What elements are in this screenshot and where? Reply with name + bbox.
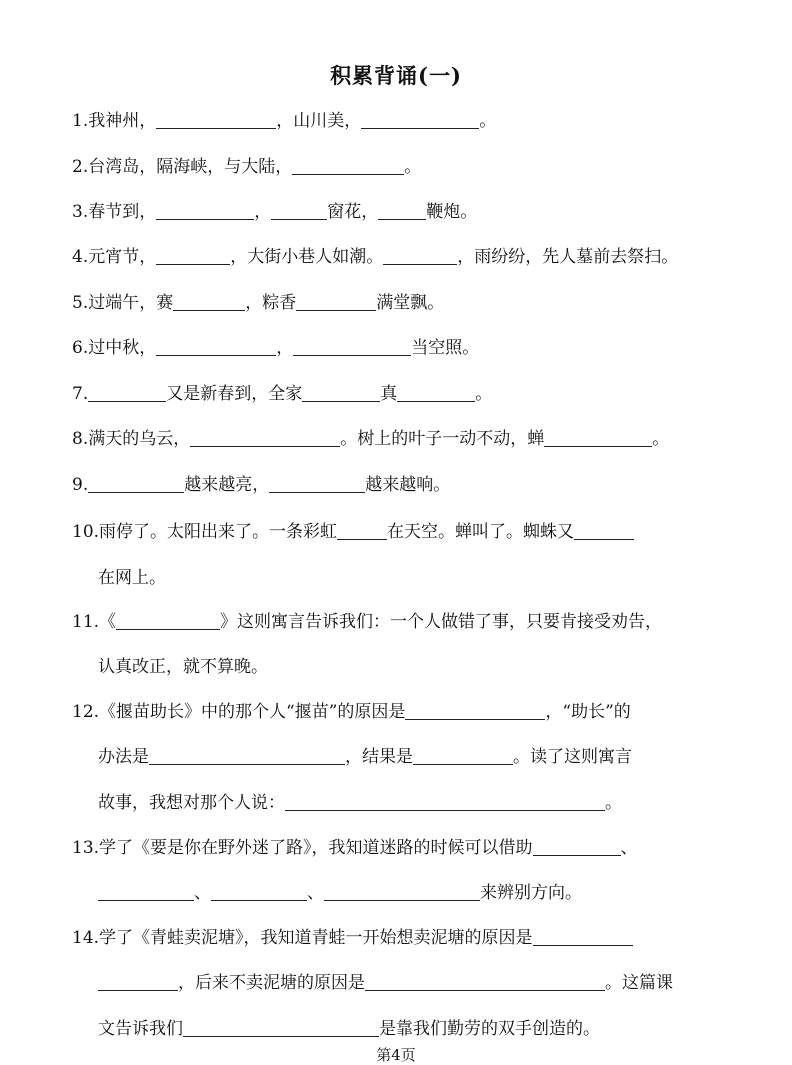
question-text: 认真改正，就不算晚。 (98, 657, 268, 677)
question-text: 1.我神州， (72, 111, 157, 131)
question-text: 、 (620, 838, 638, 858)
answer-blank[interactable] (98, 972, 178, 991)
question-text: 文告诉我们 (98, 1019, 183, 1039)
answer-blank[interactable] (574, 521, 634, 540)
answer-blank[interactable] (361, 110, 479, 129)
question-12-line-2 (98, 745, 736, 769)
answer-blank[interactable] (405, 701, 545, 720)
question-12 (72, 700, 736, 724)
answer-blank[interactable] (156, 110, 276, 129)
question-text: 越来越响。 (365, 475, 451, 495)
question-text: 、 (194, 883, 211, 903)
question-9 (72, 473, 736, 497)
answer-blank[interactable] (378, 201, 426, 220)
answer-blank[interactable] (173, 292, 245, 311)
question-text: 、 (307, 883, 324, 903)
question-text: 4.元宵节， (72, 247, 157, 267)
question-14 (72, 926, 736, 950)
answer-blank[interactable] (302, 383, 380, 402)
answer-blank[interactable] (397, 383, 475, 402)
answer-blank[interactable] (292, 156, 404, 175)
question-text: ，结果是 (345, 747, 413, 767)
answer-blank[interactable] (149, 746, 345, 765)
answer-blank[interactable] (88, 474, 184, 493)
answer-blank[interactable] (533, 927, 633, 946)
question-text: 。树上的叶子一动不动，蝉 (340, 429, 545, 449)
question-5 (72, 291, 736, 315)
answer-blank[interactable] (383, 246, 457, 265)
question-12-line-3 (98, 791, 736, 815)
question-text: 。 (652, 429, 670, 449)
question-13 (72, 836, 736, 860)
question-14-line-2 (98, 971, 736, 995)
answer-blank[interactable] (156, 201, 254, 220)
question-text: 11.《 (72, 612, 117, 632)
question-text: ， (276, 338, 294, 358)
question-text: 12.《揠苗助长》中的那个人“揠苗”的原因是 (72, 702, 406, 722)
question-text: 2.台湾岛，隔海峡，与大陆， (72, 157, 293, 177)
question-1 (72, 109, 736, 133)
question-7 (72, 382, 736, 406)
answer-blank[interactable] (544, 428, 652, 447)
question-text: 来辨别方向。 (480, 883, 582, 903)
question-14-line-3 (98, 1017, 736, 1041)
page-title: 积累背诵(一) (330, 63, 462, 88)
question-text: 5.过端午，赛 (72, 293, 174, 313)
answer-blank[interactable] (156, 337, 276, 356)
answer-blank[interactable] (156, 246, 230, 265)
question-text: 鞭炮。 (426, 202, 478, 222)
answer-blank[interactable] (190, 428, 340, 447)
question-text: ，雨纷纷，先人墓前去祭扫。 (457, 247, 679, 267)
answer-blank[interactable] (88, 383, 166, 402)
answer-blank[interactable] (296, 292, 376, 311)
answer-blank[interactable] (116, 611, 220, 630)
answer-blank[interactable] (211, 882, 307, 901)
answer-blank[interactable] (365, 972, 605, 991)
question-text: 真 (380, 384, 398, 404)
question-text: 7. (72, 384, 89, 404)
question-text: 8.满天的乌云， (72, 429, 191, 449)
question-text: 办法是 (98, 747, 149, 767)
question-text: 又是新春到，全家 (166, 384, 303, 404)
question-text: 3.春节到， (72, 202, 157, 222)
question-text: 是靠我们勤劳的双手创造的。 (379, 1019, 600, 1039)
question-text: 故事，我想对那个人说： (98, 793, 285, 813)
question-text: 13.学了《要是你在野外迷了路》，我知道迷路的时候可以借助 (72, 838, 533, 858)
answer-blank[interactable] (98, 882, 194, 901)
question-11-continued (98, 655, 736, 679)
question-11 (72, 610, 736, 634)
question-2 (72, 155, 736, 179)
answer-blank[interactable] (324, 882, 480, 901)
question-10-continued (98, 566, 736, 590)
question-text: 满堂飘。 (376, 293, 445, 313)
question-4 (72, 245, 736, 269)
question-text: 。这篇课 (605, 973, 673, 993)
question-text: 。 (475, 384, 493, 404)
question-6 (72, 336, 736, 360)
question-text: 越来越亮， (184, 475, 270, 495)
question-text: 窗花， (327, 202, 379, 222)
answer-blank[interactable] (269, 474, 365, 493)
question-text: 14.学了《青蛙卖泥塘》，我知道青蛙一开始想卖泥塘的原因是 (72, 928, 533, 948)
answer-blank[interactable] (337, 521, 387, 540)
answer-blank[interactable] (271, 201, 327, 220)
question-text: 在天空。蝉叫了。蜘蛛又 (387, 522, 575, 542)
answer-blank[interactable] (285, 792, 605, 811)
answer-blank[interactable] (413, 746, 513, 765)
question-8 (72, 427, 736, 451)
answer-blank[interactable] (533, 837, 621, 856)
question-text: 10.雨停了。太阳出来了。一条彩虹 (72, 522, 338, 542)
question-text: ，山川美， (276, 111, 362, 131)
question-text: 。 (404, 157, 422, 177)
question-text: ，“助长”的 (545, 702, 631, 722)
answer-blank[interactable] (183, 1018, 379, 1037)
question-text: ，粽香 (245, 293, 297, 313)
question-3 (72, 200, 736, 224)
question-text: ，后来不卖泥塘的原因是 (178, 973, 365, 993)
page-number: 第4页 (376, 1046, 416, 1064)
question-text: 9. (72, 475, 89, 495)
question-text: 当空照。 (411, 338, 480, 358)
question-text: 》这则寓言告诉我们：一个人做错了事，只要肯接受劝告， (220, 612, 663, 632)
answer-blank[interactable] (293, 337, 411, 356)
question-text: 。 (479, 111, 497, 131)
question-13-continued (98, 881, 736, 905)
question-text: 。读了这则寓言 (513, 747, 632, 767)
question-text: 6.过中秋， (72, 338, 157, 358)
question-text: ，大街小巷人如潮。 (230, 247, 384, 267)
question-text: 。 (605, 793, 622, 813)
question-text: 在网上。 (98, 568, 166, 588)
question-text: ， (254, 202, 272, 222)
question-10 (72, 520, 736, 544)
